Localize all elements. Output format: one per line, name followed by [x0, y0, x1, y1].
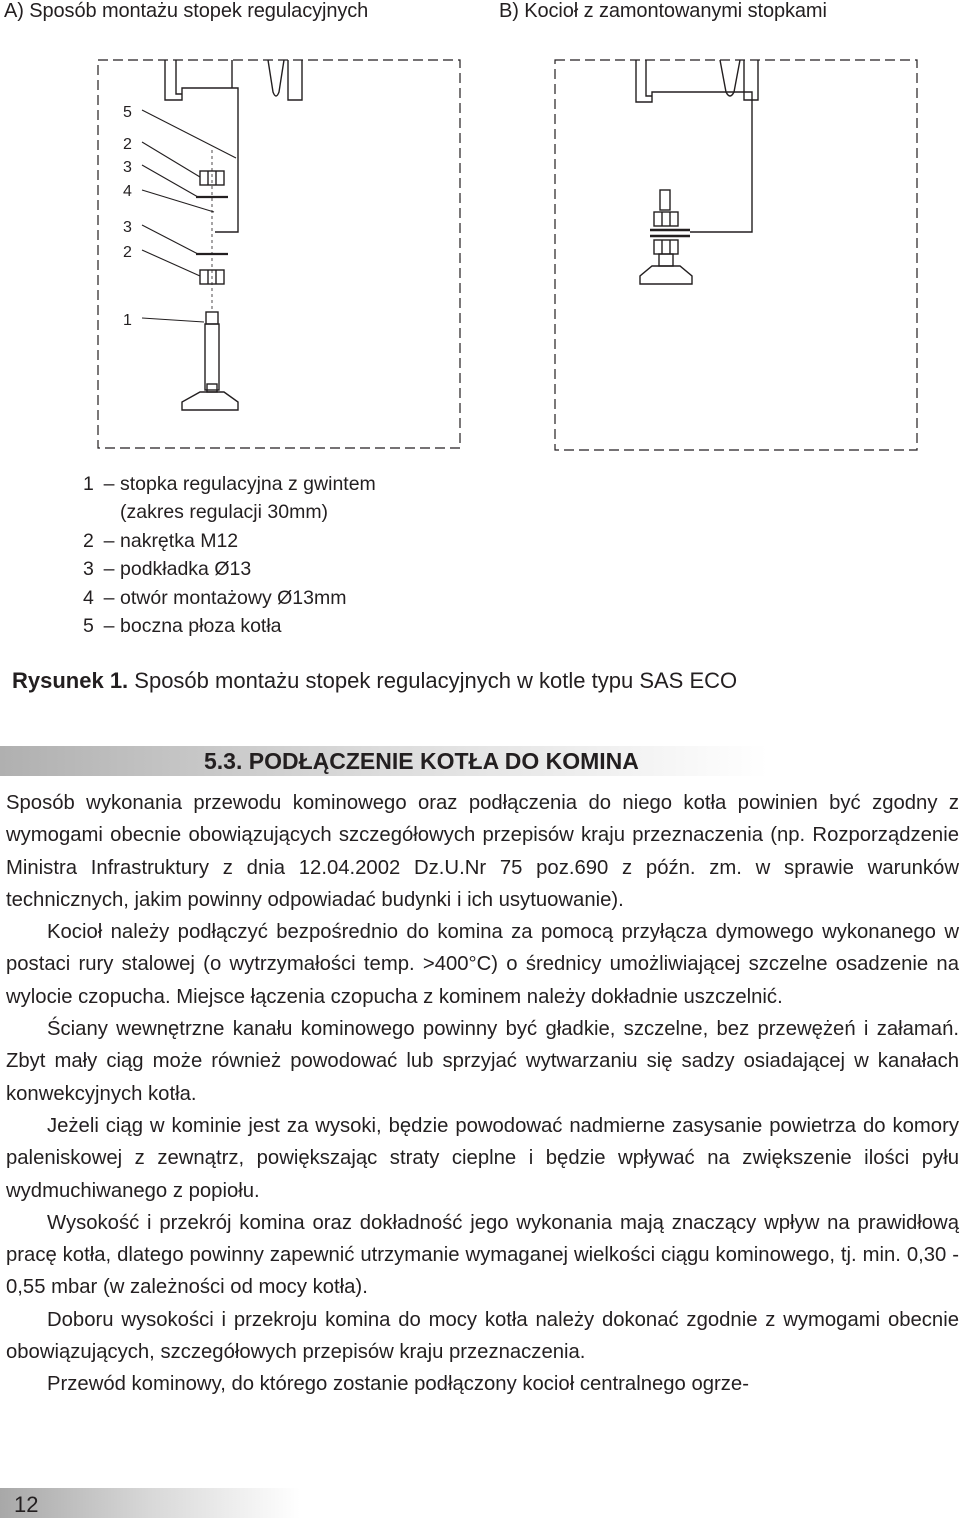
page-number-bar [0, 1488, 300, 1518]
callout-1: 1 [123, 312, 132, 329]
paragraph-2: Kocioł należy podłączyć bezpośrednio do komina za pomocą przyłącza dymowego wykonanego w postaci rury stalowej (o wytrzymałości temp. >400°C) o średnicy umożliwiającej szczelne osadzenie na wylocie czopucha. Miejsce łączenia czopucha z kominem należy dokładnie uszczelnić. [6, 921, 959, 1008]
figure-caption-text: Sposób montażu stopek regulacyjnych w kotle typu SAS ECO [128, 668, 738, 693]
paragraph-1: Sposób wykonania przewodu kominowego oraz podłączenia do niego kotła powinien być zgodny z wymogami obecnie obowiązujących szczegółowych przepisów kraju przeznaczenia (np. Rozporządzenie Ministra Infrastruktury z dnia 12.04.2002 Dz.U.Nr 75 poz.690 z późn. zm. w sprawie warunków technicznych, jakim powinny odpowiadać budynki i ich usytuowanie). [6, 792, 959, 911]
paragraph-3: Ściany wewnętrzne kanału kominowego powinny być gładkie, szczelne, bez przewężeń i załamań. Zbyt mały ciąg może również powodować lub sprzyjać wytwarzaniu się sadzy osiadającej w kanałach konwekcyjnych kotła. [6, 1018, 959, 1105]
assembly-drawing [0, 0, 960, 470]
exploded-leg-parts [182, 150, 238, 410]
drawing-a-boiler-outline [98, 60, 460, 448]
callout-leaders [142, 110, 236, 322]
figure-heading-a: A) Sposób montażu stopek regulacyjnych [4, 0, 369, 22]
legend-item-1-continuation: (zakres regulacji 30mm) [120, 501, 329, 524]
figure-legend [83, 470, 376, 640]
drawing-b-boiler-outline [555, 60, 917, 450]
page-number: 12 [14, 1492, 39, 1517]
paragraph-6: Doboru wysokości i przekroju komina do mocy kotła należy dokonać zgodnie z wymogami obecnie obowiązujących, szczegółowych przepisów kraju przeznaczenia. [6, 1308, 959, 1364]
paragraph-4: Jeżeli ciąg w kominie jest za wysoki, będzie powodować nadmierne zasysanie powietrza do komory paleniskowej z zewnątrz, powiększając straty cieplne i będzie wpływać na zwiększenie ilości pyłu wydmuchiwanego z popiołu. [6, 1114, 959, 1202]
legend-item-5: 5 – boczna płoza kotła [83, 615, 282, 638]
figure-caption-label: Rysunek 1. [12, 668, 129, 693]
section-title: 5.3. PODŁĄCZENIE KOTŁA DO KOMINA [204, 748, 639, 774]
paragraph-5: Wysokość i przekrój komina oraz dokładność jego wykonania mają znaczący wpływ na prawidłową pracę kotła, dlatego powinny zapewnić utrzymanie wymaganej wielkości ciągu kominowego, tj. min. 0,30 - 0,55 mbar (w zależności od mocy kotła). [6, 1211, 959, 1299]
legend-item-4: 4 – otwór montażowy Ø13mm [83, 586, 347, 609]
callout-2b: 2 [123, 244, 132, 261]
paragraph-7: Przewód kominowy, do którego zostanie podłączony kocioł centralnego ogrze- [47, 1373, 749, 1396]
body-text [6, 787, 959, 1401]
callout-3a: 3 [123, 159, 132, 176]
legend-item-2: 2 – nakrętka M12 [83, 529, 239, 552]
callout-3b: 3 [123, 219, 132, 236]
callout-5: 5 [123, 104, 132, 121]
callout-4: 4 [123, 183, 132, 200]
figure-heading-b: B) Kocioł z zamontowanymi stopkami [499, 0, 827, 22]
legend-item-3: 3 – podkładka Ø13 [83, 558, 252, 581]
figure-caption [12, 668, 737, 694]
legend-item-1: 1 – stopka regulacyjna z gwintem [83, 473, 376, 495]
callout-2a: 2 [123, 136, 132, 153]
mounted-leg [640, 190, 692, 284]
callout-numbers [123, 104, 132, 329]
